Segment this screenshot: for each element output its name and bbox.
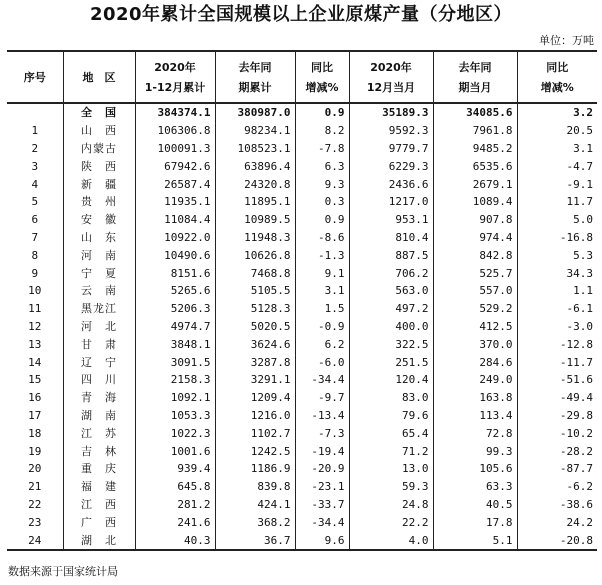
cell-month-prev: 842.8 (433, 246, 517, 264)
cell-cum-yoy: -33.7 (295, 496, 349, 514)
cell-cum-yoy: -34.4 (295, 371, 349, 389)
table-row (7, 371, 597, 389)
cell-month-yoy: -49.4 (559, 391, 593, 405)
cell-cum-prev: 108523.1 (215, 140, 295, 158)
cell-region: 吉 林 (63, 442, 135, 460)
cell-month-prev: 17.8 (433, 513, 517, 531)
cell-month-yoy: 24.2 (566, 515, 593, 529)
cell-region: 山 西 (63, 122, 135, 140)
cell-month-prev: 7961.8 (433, 122, 517, 140)
cell-seq: 3 (7, 157, 63, 175)
cell-cum-yoy: -7.3 (295, 424, 349, 442)
cell-seq: 1 (7, 122, 63, 140)
table-row (7, 478, 597, 496)
cell-cum-yoy: -34.4 (295, 513, 349, 531)
cell-cum-yoy: 6.2 (295, 335, 349, 353)
cell-cum-yoy: -13.4 (295, 407, 349, 425)
header-cum-prev (215, 51, 295, 103)
cell-month-prev: 412.5 (433, 318, 517, 336)
cell-cum-2020: 4974.7 (135, 318, 215, 336)
cell-cum-yoy: -1.3 (295, 246, 349, 264)
cell-cum-yoy: -20.9 (295, 460, 349, 478)
cell-seq: 20 (7, 460, 63, 478)
cell-seq: 2 (7, 140, 63, 158)
cell-cum-2020: 106306.8 (135, 122, 215, 140)
cell-cum-prev: 10626.8 (215, 246, 295, 264)
cell-month-2020: 83.0 (349, 389, 433, 407)
cell-cum-2020: 1053.3 (135, 407, 215, 425)
cell-cum-yoy: -6.0 (295, 353, 349, 371)
cell-month-prev: 557.0 (433, 282, 517, 300)
cell-cum-yoy: 9.6 (295, 531, 349, 550)
header-month-yoy-line2: 增减% (540, 80, 574, 94)
cell-month-prev: 113.4 (433, 407, 517, 425)
cell-seq: 8 (7, 246, 63, 264)
cell-month-2020: 59.3 (349, 478, 433, 496)
cell-seq: 18 (7, 424, 63, 442)
cell-month-yoy: 3.2 (573, 106, 593, 120)
cell-region: 江 苏 (63, 424, 135, 442)
header-month-2020-line1: 2020年 (370, 60, 412, 74)
table-row-total (7, 103, 597, 122)
cell-month-yoy: 3.1 (573, 141, 593, 155)
cell-cum-prev: 1242.5 (215, 442, 295, 460)
table-body (7, 103, 597, 550)
cell-cum-2020: 100091.3 (135, 140, 215, 158)
cell-region: 湖 南 (63, 407, 135, 425)
cell-region: 安 徽 (63, 211, 135, 229)
cell-month-yoy: -4.7 (566, 159, 593, 173)
cell-seq: 14 (7, 353, 63, 371)
cell-cum-prev: 3624.6 (215, 335, 295, 353)
cell-cum-yoy: 9.3 (295, 175, 349, 193)
cell-month-yoy: -9.1 (566, 177, 593, 191)
cell-cum-yoy: 8.2 (295, 122, 349, 140)
cell-cum-yoy: -0.9 (295, 318, 349, 336)
table-row (7, 246, 597, 264)
cell-cum-2020: 10922.0 (135, 229, 215, 247)
cell-cum-2020: 3091.5 (135, 353, 215, 371)
cell-cum-prev: 11895.1 (215, 193, 295, 211)
cell-cum-yoy: -19.4 (295, 442, 349, 460)
cell-month-2020: 887.5 (349, 246, 433, 264)
cell-seq: 19 (7, 442, 63, 460)
cell-month-2020: 9779.7 (349, 140, 433, 158)
cell-cum-2020: 1001.6 (135, 442, 215, 460)
cell-month-2020: 6229.3 (349, 157, 433, 175)
cell-seq: 6 (7, 211, 63, 229)
cell-cum-yoy: 0.9 (295, 103, 349, 122)
cell-month-2020: 563.0 (349, 282, 433, 300)
cell-cum-2020: 241.6 (135, 513, 215, 531)
cell-month-yoy: 1.1 (573, 284, 593, 298)
cell-month-prev: 9485.2 (433, 140, 517, 158)
table-row (7, 140, 597, 158)
cell-month-yoy: -11.7 (559, 355, 593, 369)
cell-month-prev: 163.8 (433, 389, 517, 407)
cell-region: 广 西 (63, 513, 135, 531)
cell-region: 河 南 (63, 246, 135, 264)
cell-month-prev: 529.2 (433, 300, 517, 318)
header-cum-2020-line2: 1-12月累计 (144, 80, 206, 94)
cell-seq: 5 (7, 193, 63, 211)
cell-cum-prev: 10989.5 (215, 211, 295, 229)
cell-month-yoy: -3.0 (566, 319, 593, 333)
cell-seq: 21 (7, 478, 63, 496)
cell-cum-yoy: 3.1 (295, 282, 349, 300)
cell-cum-prev: 5105.5 (215, 282, 295, 300)
cell-month-prev: 525.7 (433, 264, 517, 282)
cell-cum-2020: 281.2 (135, 496, 215, 514)
cell-month-prev: 105.6 (433, 460, 517, 478)
cell-month-prev: 63.3 (433, 478, 517, 496)
cell-cum-prev: 1209.4 (215, 389, 295, 407)
cell-cum-prev: 1216.0 (215, 407, 295, 425)
cell-cum-prev: 3291.1 (215, 371, 295, 389)
cell-region: 宁 夏 (63, 264, 135, 282)
cell-seq (7, 103, 63, 122)
cell-region: 四 川 (63, 371, 135, 389)
table-row (7, 282, 597, 300)
cell-region: 黑龙江 (63, 300, 135, 318)
header-cum-yoy-line2: 增减% (305, 80, 339, 94)
cell-month-prev: 5.1 (433, 531, 517, 550)
coal-production-table (7, 50, 597, 551)
table-row (7, 424, 597, 442)
cell-month-2020: 79.6 (349, 407, 433, 425)
table-row (7, 389, 597, 407)
cell-month-yoy: -87.7 (559, 462, 593, 476)
table-row (7, 318, 597, 336)
cell-region: 江 西 (63, 496, 135, 514)
cell-month-yoy: -6.2 (566, 480, 593, 494)
cell-cum-2020: 67942.6 (135, 157, 215, 175)
header-cum-prev-line2: 期累计 (238, 80, 272, 94)
cell-month-prev: 974.4 (433, 229, 517, 247)
cell-seq: 9 (7, 264, 63, 282)
table-row (7, 175, 597, 193)
cell-month-2020: 400.0 (349, 318, 433, 336)
cell-month-yoy: -29.8 (559, 408, 593, 422)
cell-seq: 4 (7, 175, 63, 193)
cell-seq: 23 (7, 513, 63, 531)
table-title: 2020年累计全国规模以上企业原煤产量（分地区） (89, 4, 513, 25)
cell-month-yoy: -51.6 (559, 373, 593, 387)
table-row (7, 531, 597, 550)
table-row (7, 442, 597, 460)
table-header (7, 51, 597, 103)
cell-month-2020: 706.2 (349, 264, 433, 282)
cell-month-2020: 497.2 (349, 300, 433, 318)
cell-cum-yoy: -9.7 (295, 389, 349, 407)
cell-month-2020: 810.4 (349, 229, 433, 247)
cell-cum-prev: 3287.8 (215, 353, 295, 371)
cell-cum-yoy: 9.1 (295, 264, 349, 282)
cell-month-2020: 9592.3 (349, 122, 433, 140)
source-note: 数据来源于国家统计局 (8, 565, 118, 578)
header-cum-2020-line1: 2020年 (154, 60, 196, 74)
cell-cum-prev: 380987.0 (215, 103, 295, 122)
cell-seq: 15 (7, 371, 63, 389)
header-cum-yoy (295, 51, 349, 103)
cell-month-yoy: 5.3 (573, 248, 593, 262)
cell-region: 湖 北 (63, 531, 135, 550)
table-row (7, 335, 597, 353)
cell-month-prev: 2679.1 (433, 175, 517, 193)
cell-cum-prev: 424.1 (215, 496, 295, 514)
cell-seq: 10 (7, 282, 63, 300)
cell-month-yoy: -16.8 (559, 230, 593, 244)
cell-region: 辽 宁 (63, 353, 135, 371)
cell-region: 河 北 (63, 318, 135, 336)
cell-cum-2020: 2158.3 (135, 371, 215, 389)
cell-cum-2020: 645.8 (135, 478, 215, 496)
cell-month-2020: 65.4 (349, 424, 433, 442)
cell-month-yoy: 11.7 (566, 195, 593, 209)
header-cum-2020 (135, 51, 215, 103)
cell-seq: 24 (7, 531, 63, 550)
table-row (7, 229, 597, 247)
cell-month-prev: 40.5 (433, 496, 517, 514)
header-month-2020-line2: 12月当月 (366, 80, 416, 94)
cell-month-yoy: 5.0 (573, 213, 593, 227)
cell-cum-2020: 26587.4 (135, 175, 215, 193)
cell-region: 山 东 (63, 229, 135, 247)
cell-cum-yoy: -8.6 (295, 229, 349, 247)
cell-cum-yoy: 1.5 (295, 300, 349, 318)
cell-cum-prev: 1102.7 (215, 424, 295, 442)
cell-region: 甘 肃 (63, 335, 135, 353)
cell-region: 贵 州 (63, 193, 135, 211)
cell-cum-prev: 5128.3 (215, 300, 295, 318)
cell-month-2020: 120.4 (349, 371, 433, 389)
cell-month-yoy: -28.2 (559, 444, 593, 458)
cell-cum-prev: 368.2 (215, 513, 295, 531)
cell-month-yoy: -6.1 (566, 302, 593, 316)
cell-cum-prev: 98234.1 (215, 122, 295, 140)
cell-cum-prev: 36.7 (215, 531, 295, 550)
cell-region: 新 疆 (63, 175, 135, 193)
header-month-prev-line2: 期当月 (458, 80, 492, 94)
cell-cum-2020: 3848.1 (135, 335, 215, 353)
cell-month-2020: 251.5 (349, 353, 433, 371)
cell-month-yoy: -12.8 (559, 337, 593, 351)
cell-seq: 11 (7, 300, 63, 318)
header-month-prev-line1: 去年同 (458, 60, 492, 74)
cell-cum-prev: 11948.3 (215, 229, 295, 247)
cell-month-2020: 953.1 (349, 211, 433, 229)
cell-cum-2020: 384374.1 (135, 103, 215, 122)
cell-month-prev: 907.8 (433, 211, 517, 229)
cell-month-2020: 71.2 (349, 442, 433, 460)
cell-cum-prev: 63896.4 (215, 157, 295, 175)
cell-cum-yoy: -7.8 (295, 140, 349, 158)
cell-region: 陕 西 (63, 157, 135, 175)
cell-seq: 22 (7, 496, 63, 514)
cell-month-2020: 2436.6 (349, 175, 433, 193)
table-row (7, 157, 597, 175)
cell-cum-2020: 11084.4 (135, 211, 215, 229)
cell-region: 福 建 (63, 478, 135, 496)
cell-cum-yoy: 0.3 (295, 193, 349, 211)
cell-cum-prev: 5020.5 (215, 318, 295, 336)
cell-seq: 12 (7, 318, 63, 336)
cell-cum-2020: 939.4 (135, 460, 215, 478)
cell-cum-2020: 1092.1 (135, 389, 215, 407)
cell-month-prev: 99.3 (433, 442, 517, 460)
cell-region: 云 南 (63, 282, 135, 300)
header-month-yoy (517, 51, 597, 103)
cell-month-yoy: 20.5 (566, 124, 593, 138)
cell-month-prev: 284.6 (433, 353, 517, 371)
header-cum-prev-line1: 去年同 (238, 60, 272, 74)
cell-cum-prev: 24320.8 (215, 175, 295, 193)
cell-cum-2020: 5206.3 (135, 300, 215, 318)
cell-cum-yoy: 6.3 (295, 157, 349, 175)
cell-month-prev: 6535.6 (433, 157, 517, 175)
cell-cum-2020: 1022.3 (135, 424, 215, 442)
header-seq: 序号 (7, 51, 63, 103)
cell-cum-prev: 7468.8 (215, 264, 295, 282)
cell-seq: 7 (7, 229, 63, 247)
cell-seq: 13 (7, 335, 63, 353)
cell-month-prev: 370.0 (433, 335, 517, 353)
cell-cum-prev: 1186.9 (215, 460, 295, 478)
cell-cum-yoy: -23.1 (295, 478, 349, 496)
cell-month-prev: 72.8 (433, 424, 517, 442)
header-month-yoy-line1: 同比 (546, 60, 569, 74)
cell-region: 全 国 (63, 103, 135, 122)
table-row (7, 193, 597, 211)
table-row (7, 353, 597, 371)
header-region: 地 区 (63, 51, 135, 103)
cell-month-2020: 35189.3 (349, 103, 433, 122)
cell-region: 重 庆 (63, 460, 135, 478)
cell-month-prev: 249.0 (433, 371, 517, 389)
cell-cum-2020: 5265.6 (135, 282, 215, 300)
table-row (7, 122, 597, 140)
table-row (7, 407, 597, 425)
table-row (7, 513, 597, 531)
cell-month-yoy: -20.8 (517, 531, 597, 550)
cell-cum-prev: 839.8 (215, 478, 295, 496)
table-row (7, 496, 597, 514)
cell-month-2020: 1217.0 (349, 193, 433, 211)
table-row (7, 211, 597, 229)
cell-month-2020: 4.0 (349, 531, 433, 550)
cell-seq: 16 (7, 389, 63, 407)
cell-month-yoy: 34.3 (566, 266, 593, 280)
unit-label: 单位：万吨 (539, 34, 594, 47)
cell-cum-2020: 8151.6 (135, 264, 215, 282)
cell-cum-2020: 10490.6 (135, 246, 215, 264)
cell-month-yoy: -38.6 (559, 497, 593, 511)
table-row (7, 460, 597, 478)
cell-month-2020: 322.5 (349, 335, 433, 353)
header-cum-yoy-line1: 同比 (311, 60, 333, 74)
cell-month-2020: 13.0 (349, 460, 433, 478)
header-month-2020 (349, 51, 433, 103)
cell-month-prev: 34085.6 (433, 103, 517, 122)
cell-month-2020: 22.2 (349, 513, 433, 531)
cell-cum-yoy: 0.9 (295, 211, 349, 229)
cell-month-yoy: -10.2 (559, 426, 593, 440)
cell-seq: 17 (7, 407, 63, 425)
table-row (7, 300, 597, 318)
cell-cum-2020: 11935.1 (135, 193, 215, 211)
cell-region: 青 海 (63, 389, 135, 407)
cell-month-prev: 1089.4 (433, 193, 517, 211)
header-month-prev (433, 51, 517, 103)
cell-month-2020: 24.8 (349, 496, 433, 514)
table-row (7, 264, 597, 282)
cell-cum-2020: 40.3 (135, 531, 215, 550)
cell-region: 内蒙古 (63, 140, 135, 158)
